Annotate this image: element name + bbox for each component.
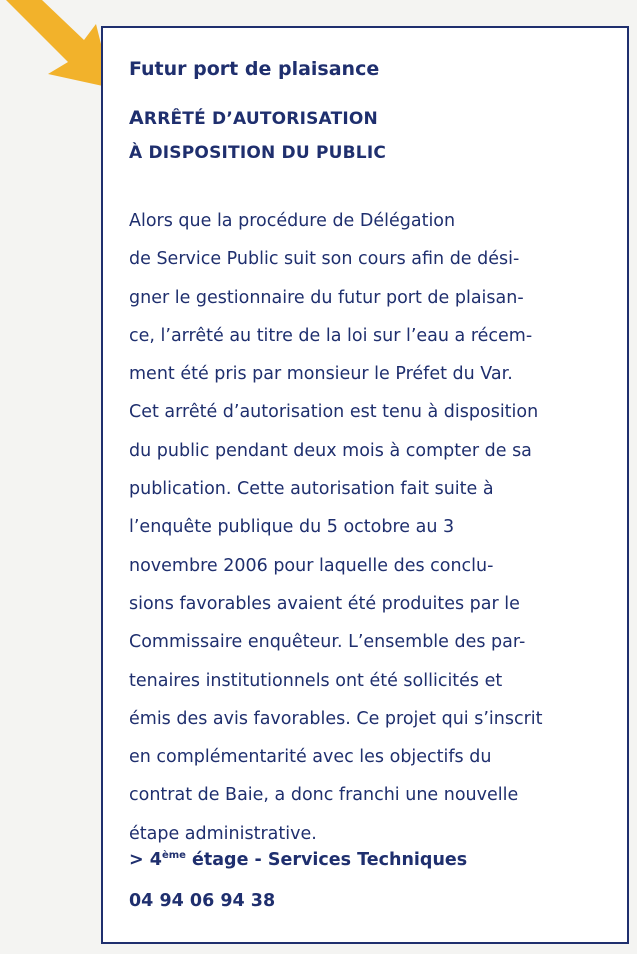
body-line: l’enquête publique du 5 octobre au 3 xyxy=(129,517,455,538)
body-line: du public pendant deux mois à compter de sa xyxy=(129,440,532,461)
body-line: ce, l’arrêté au titre de la loi sur l’eau a récem- xyxy=(129,325,533,346)
article-body xyxy=(129,202,619,853)
contact-superscript: ème xyxy=(161,850,186,861)
body-line: Alors que la procédure de Délégation xyxy=(129,211,456,231)
body-line: gner le gestionnaire du futur port de plaisan- xyxy=(129,287,524,308)
body-line: Cet arrêté d’autorisation est tenu à disposition xyxy=(129,402,539,423)
body-line: en complémentarité avec les objectifs du xyxy=(129,747,492,768)
article-box xyxy=(101,26,629,944)
body-line: émis des avis favorables. Ce projet qui s’inscrit xyxy=(129,708,543,729)
contact-prefix: > 4 xyxy=(129,850,162,870)
body-line: contrat de Baie, a donc franchi une nouvelle xyxy=(129,785,519,806)
contact-rest: étage - Services Techniques xyxy=(185,850,468,870)
body-line: Commissaire enquêteur. L’ensemble des par- xyxy=(129,632,526,653)
contact-phone: 04 94 06 94 38 xyxy=(129,891,276,911)
body-line: ment été pris par monsieur le Préfet du Var. xyxy=(129,364,513,385)
body-line: sions favorables avaient été produites par le xyxy=(129,593,520,614)
body-line: publication. Cette autorisation fait suite à xyxy=(129,479,494,500)
body-line: novembre 2006 pour laquelle des conclu- xyxy=(129,555,494,576)
contact-location xyxy=(129,850,467,870)
article-subtitle-line1 xyxy=(129,107,378,129)
body-line: tenaires institutionnels ont été sollicités et xyxy=(129,670,503,691)
body-line: étape administrative. xyxy=(129,823,317,844)
body-line: de Service Public suit son cours afin de dési- xyxy=(129,249,520,270)
article-title: Futur port de plaisance xyxy=(129,58,380,80)
subtitle-rest: RRÊTÉ D’AUTORISATION xyxy=(143,109,378,129)
article-subtitle-line2: À DISPOSITION DU PUBLIC xyxy=(129,143,387,163)
subtitle-initial: A xyxy=(129,107,144,129)
